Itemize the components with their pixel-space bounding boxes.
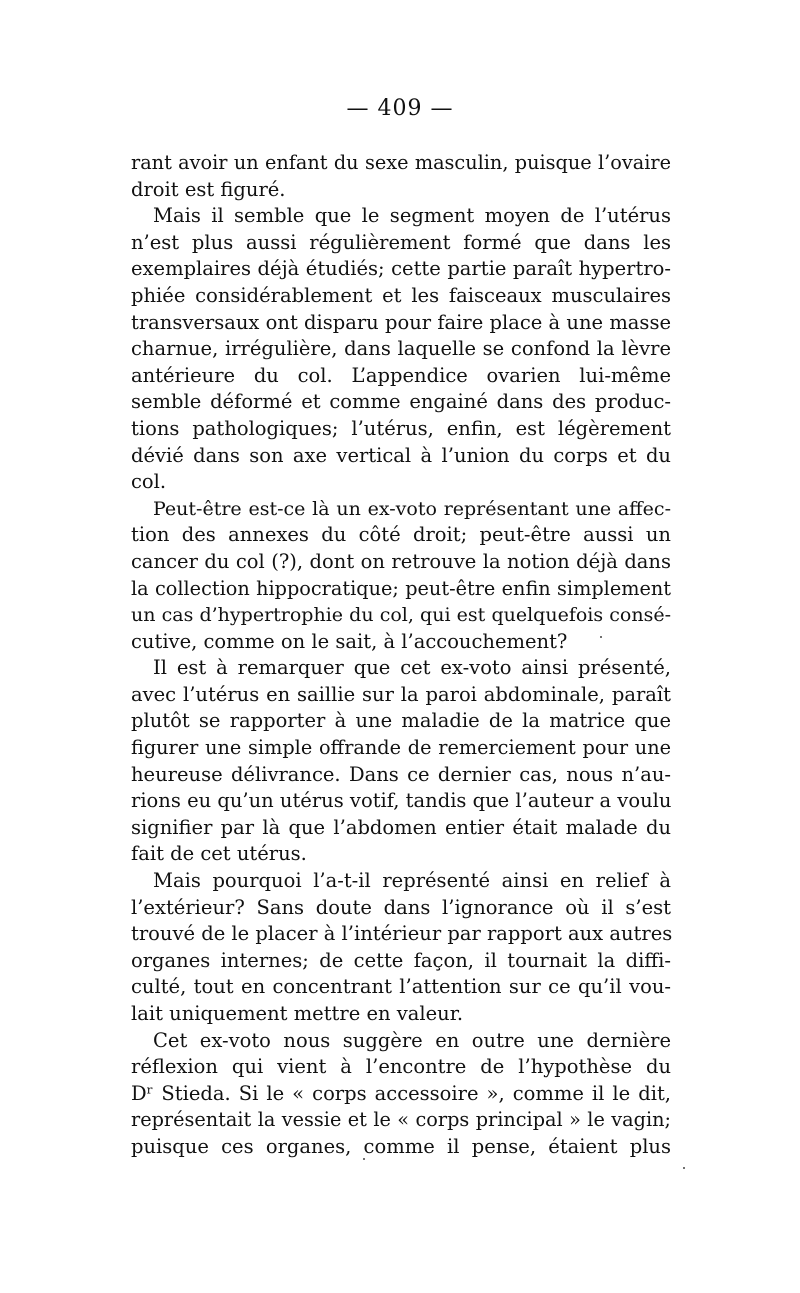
text-line: transversaux ont disparu pour faire place à une masse — [131, 310, 671, 334]
text-line: organes internes; de cette façon, il tournait la diffi- — [131, 948, 671, 972]
text-line: l’extérieur? Sans doute dans l’ignorance où il s’est — [131, 895, 671, 919]
text-line: antérieure du col. L’appendice ovarien lui-même — [131, 363, 671, 387]
text-line: trouvé de le placer à l’intérieur par rapport aux autres — [131, 922, 673, 946]
text-line: dévié dans son axe vertical à l’union du corps et du — [131, 443, 671, 467]
text-line: réflexion qui vient à l’encontre de l’hypothèse du — [131, 1055, 671, 1079]
text-line: semble déformé et comme engainé dans des produc- — [131, 390, 671, 414]
text-line: heureuse délivrance. Dans ce dernier cas, nous n’au- — [131, 762, 671, 786]
body-text — [131, 150, 671, 1161]
text-line: un cas d’hypertrophie du col, qui est quelquefois consé- — [131, 604, 671, 627]
text-line: Cet ex-voto nous suggère en outre une dernière — [153, 1028, 671, 1052]
text-line: puisque ces organes, comme il pense, étaient plus — [131, 1134, 671, 1158]
text-line: cancer du col (?), dont on retrouve la notion déjà dans — [131, 549, 671, 573]
text-line: Il est à remarquer que cet ex-voto ainsi présenté, — [153, 656, 671, 680]
text-line: signifier par là que l’abdomen entier était malade du — [131, 815, 671, 839]
print-speck — [600, 636, 602, 638]
text-line: rions eu qu’un utérus votif, tandis que l’auteur a voulu — [131, 789, 672, 813]
text-line: tion des annexes du côté droit; peut-être aussi un — [131, 523, 671, 547]
text-line: n’est plus aussi régulièrement formé que dans les — [131, 230, 671, 254]
text-line: Peut-être est-ce là un ex-voto représentant une affec- — [153, 497, 671, 520]
print-speck — [363, 1158, 365, 1160]
text-line: Mais pourquoi l’a-t-il représenté ainsi en relief à — [153, 869, 671, 893]
page-number: — 409 — — [346, 96, 454, 121]
text-line: lait uniquement mettre en valeur. — [131, 1002, 464, 1025]
text-line: plutôt se rapporter à une maladie de la matrice que — [131, 709, 671, 733]
text-line: droit est figuré. — [131, 177, 286, 201]
text-line: charnue, irrégulière, dans laquelle se confond la lèvre — [131, 337, 671, 361]
text-line: fait de cet utérus. — [131, 842, 307, 866]
text-line: col. — [131, 470, 167, 494]
text-line: Dʳ Stieda. Si le « corps accessoire », comme il le dit, — [131, 1081, 671, 1105]
text-line: tions pathologiques; l’utérus, enfin, est légèrement — [131, 416, 671, 440]
text-line: culté, tout en concentrant l’attention sur ce qu’il vou- — [131, 975, 671, 999]
text-line: cutive, comme on le sait, à l’accouchement? — [131, 629, 568, 653]
print-speck — [683, 1167, 685, 1169]
text-line: représentait la vessie et le « corps principal » le vagin; — [131, 1108, 671, 1132]
text-line: exemplaires déjà étudiés; cette partie paraît hypertro- — [131, 257, 671, 281]
text-line: figurer une simple offrande de remerciement pour une — [131, 736, 671, 760]
text-line: avec l’utérus en saillie sur la paroi abdominale, paraît — [131, 682, 671, 706]
text-line: phiée considérablement et les faisceaux musculaires — [131, 283, 671, 307]
text-line: la collection hippocratique; peut-être enfin simplement — [131, 576, 671, 600]
text-line: Mais il semble que le segment moyen de l’utérus — [153, 204, 671, 228]
text-line: rant avoir un enfant du sexe masculin, puisque l’ovaire — [131, 151, 671, 174]
